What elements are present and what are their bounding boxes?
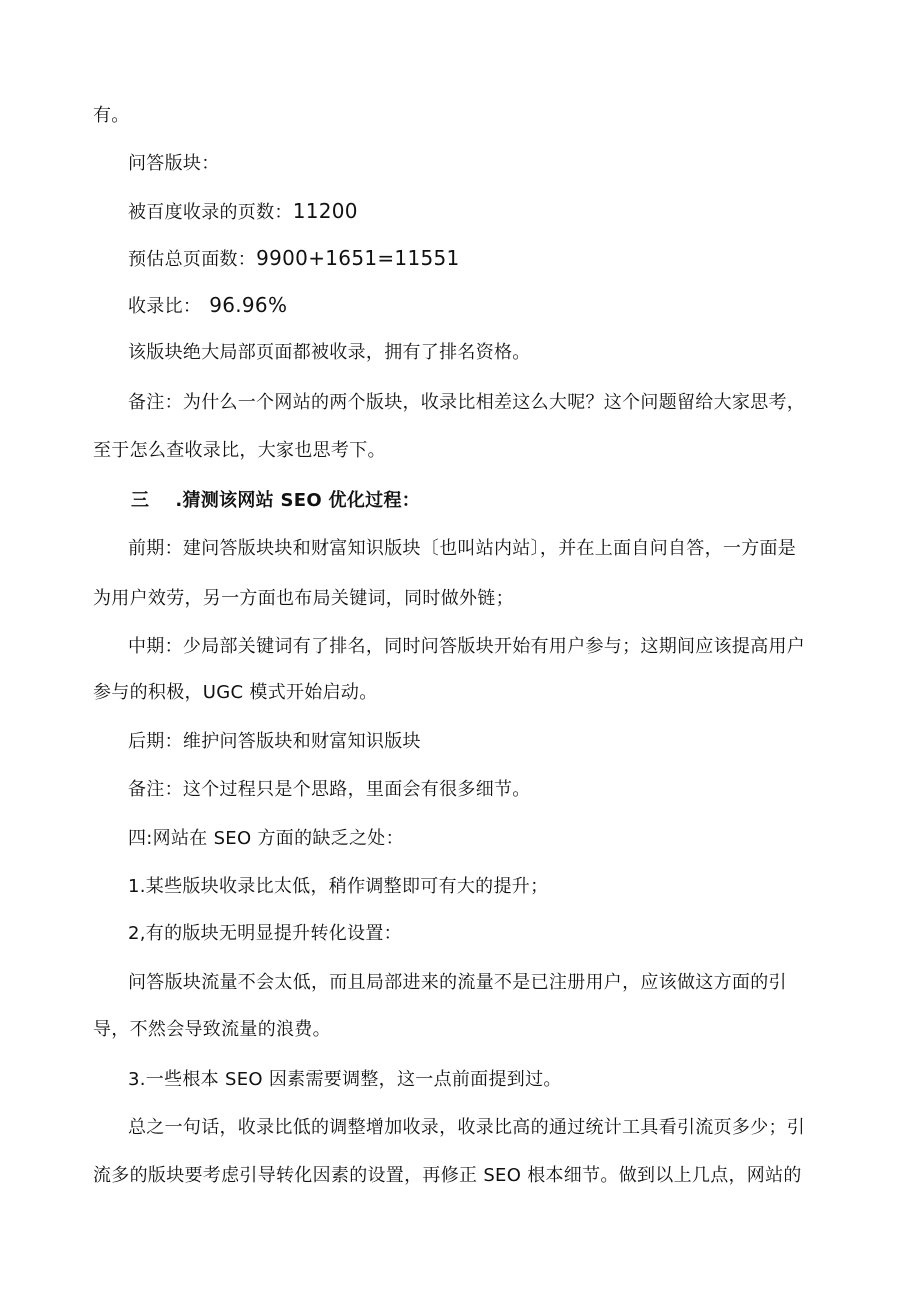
paragraph-line: 为用户效劳，另一方面也布局关键词，同时做外链；	[93, 588, 514, 609]
list-item: 2,有的版块无明显提升转化设置：	[128, 923, 402, 944]
paragraph-line: 流多的版块要考虑引导转化因素的设置，再修正 SEO 根本细节。做到以上几点，网站的	[93, 1165, 802, 1186]
paragraph-line: 前期：建问答版块块和财富知识版块〔也叫站内站〕，并在上面自问自答，一方面是	[128, 538, 797, 559]
indexed-pages-line: 被百度收录的页数：11200	[128, 199, 358, 223]
paragraph-line: 备注：这个过程只是个思路，里面会有很多细节。	[128, 779, 531, 800]
section-heading-four: 四:网站在 SEO 方面的缺乏之处：	[128, 828, 404, 849]
list-item: 1.某些版块收录比太低，稍作调整即可有大的提升；	[128, 876, 549, 897]
paragraph-line: 中期：少局部关键词有了排名，同时问答版块开始有用户参与；这期间应该提高用户	[128, 636, 806, 657]
section-label-qa: 问答版块：	[128, 153, 220, 174]
section-heading-three: 三 .猜测该网站 SEO 优化过程：	[131, 490, 421, 511]
paragraph-line: 备注：为什么一个网站的两个版块，收录比相差这么大呢？这个问题留给大家思考，	[128, 392, 806, 413]
paragraph-line: 有。	[93, 105, 130, 126]
paragraph-line: 参与的积极，UGC 模式开始启动。	[93, 682, 378, 703]
estimated-pages-line: 预估总页面数：9900+1651=11551	[128, 246, 460, 270]
paragraph-line: 问答版块流量不会太低，而且局部进来的流量不是已注册用户，应该做这方面的引	[128, 972, 787, 993]
list-item: 3.一些根本 SEO 因素需要调整，这一点前面提到过。	[128, 1069, 562, 1090]
paragraph-line: 后期：维护问答版块和财富知识版块	[128, 731, 421, 752]
paragraph-line: 导，不然会导致流量的浪费。	[93, 1019, 331, 1040]
paragraph-line: 总之一句话，收录比低的调整增加收录，收录比高的通过统计工具看引流页多少；引	[128, 1117, 806, 1138]
paragraph-line: 该版块绝大局部页面都被收录，拥有了排名资格。	[128, 342, 531, 363]
index-ratio-line: 收录比： 96.96%	[128, 293, 288, 317]
paragraph-line: 至于怎么查收录比，大家也思考下。	[93, 440, 386, 461]
